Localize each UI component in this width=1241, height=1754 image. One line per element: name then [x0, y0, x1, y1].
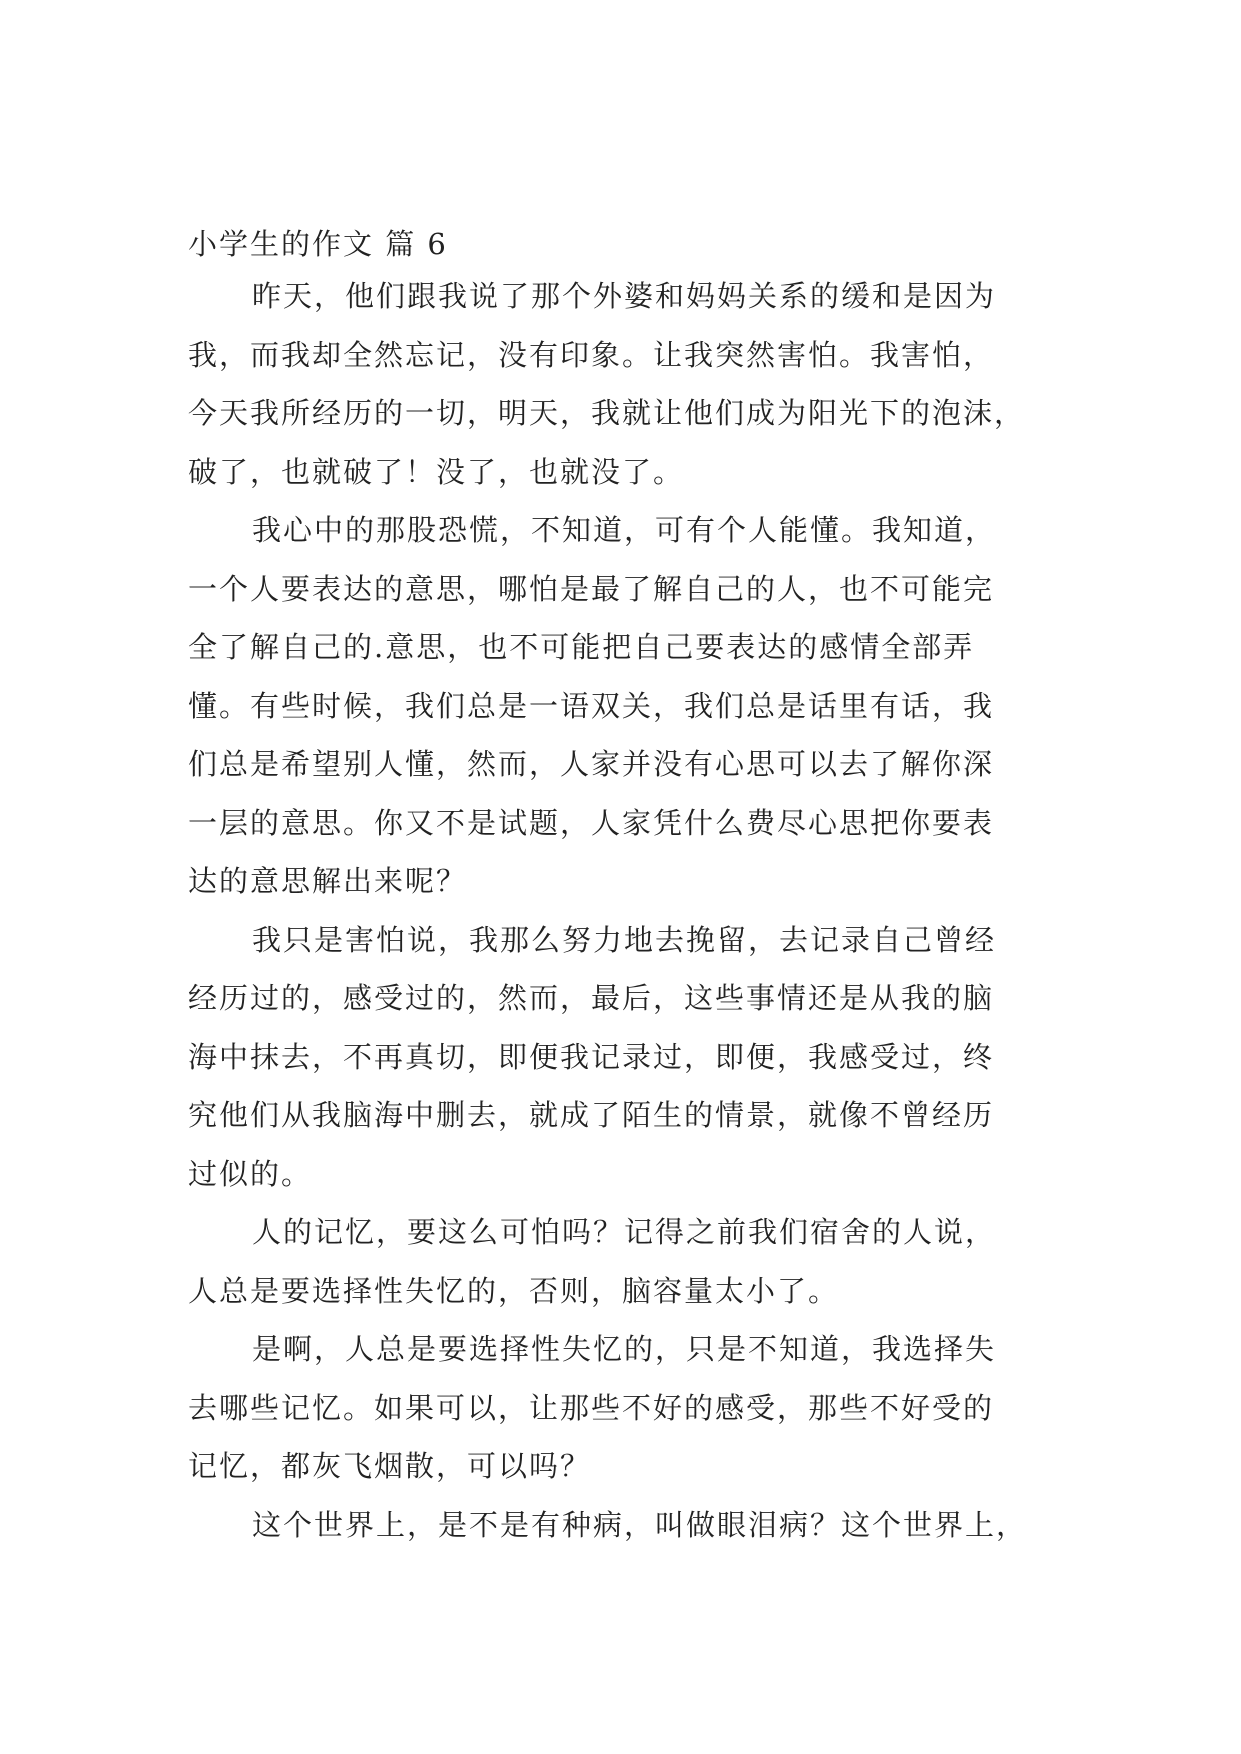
paragraph-line: 今天我所经历的一切，明天，我就让他们成为阳光下的泡沫， — [188, 396, 1026, 430]
paragraph — [188, 1320, 1050, 1496]
paragraph-line: 这个世界上，是不是有种病，叫做眼泪病？这个世界上， — [252, 1507, 1028, 1542]
essay-content — [188, 221, 1050, 1554]
paragraph — [188, 1496, 1050, 1555]
paragraph-line: 是啊，人总是要选择性失忆的，只是不知道，我选择失 — [252, 1332, 997, 1366]
paragraph-line: 懂。有些时候，我们总是一语双关，我们总是话里有话，我 — [188, 688, 995, 723]
paragraph-line: 破了，也就破了！没了，也就没了。 — [188, 454, 685, 489]
paragraph — [188, 501, 1050, 911]
paragraph-line: 究他们从我脑海中删去，就成了陌生的情景，就像不曾经历 — [188, 1098, 995, 1132]
paragraph-line: 我只是害怕说，我那么努力地去挽留，去记录自己曾经 — [252, 922, 997, 957]
paragraph-line: 过似的。 — [188, 1156, 313, 1191]
paragraph-line: 我心中的那股恐慌，不知道，可有个人能懂。我知道， — [252, 513, 997, 547]
essay-title: 小学生的作文 篇 6 — [188, 227, 448, 261]
paragraph-line: 一层的意思。你又不是试题，人家凭什么费尽心思把你要表 — [188, 805, 995, 840]
paragraph-line: 我，而我却全然忘记，没有印象。让我突然害怕。我害怕， — [188, 337, 995, 372]
paragraph-line: 达的意思解出来呢？ — [188, 864, 468, 898]
essay-body — [188, 267, 1050, 1554]
paragraph — [188, 911, 1050, 1204]
paragraph — [188, 267, 1050, 501]
paragraph-line: 人的记忆，要这么可怕吗？记得之前我们宿舍的人说， — [252, 1215, 997, 1249]
paragraph-line: 经历过的，感受过的，然而，最后，这些事情还是从我的脑 — [188, 981, 995, 1015]
paragraph-line: 人总是要选择性失忆的，否则，脑容量太小了。 — [188, 1273, 840, 1308]
paragraph — [188, 1203, 1050, 1320]
paragraph-line: 海中抹去，不再真切，即便我记录过，即便，我感受过，终 — [188, 1039, 995, 1074]
paragraph-line: 去哪些记忆。如果可以，让那些不好的感受，那些不好受的 — [188, 1390, 995, 1425]
paragraph-line: 记忆，都灰飞烟散，可以吗？ — [188, 1449, 592, 1483]
paragraph-line: 昨天，他们跟我说了那个外婆和妈妈关系的缓和是因为 — [252, 279, 997, 313]
paragraph-line: 们总是希望别人懂，然而，人家并没有心思可以去了解你深 — [188, 747, 995, 781]
paragraph-line: 全了解自己的.意思，也不可能把自己要表达的感情全部弄 — [188, 630, 975, 664]
paragraph-line: 一个人要表达的意思，哪怕是最了解自己的人，也不可能完 — [188, 571, 995, 606]
